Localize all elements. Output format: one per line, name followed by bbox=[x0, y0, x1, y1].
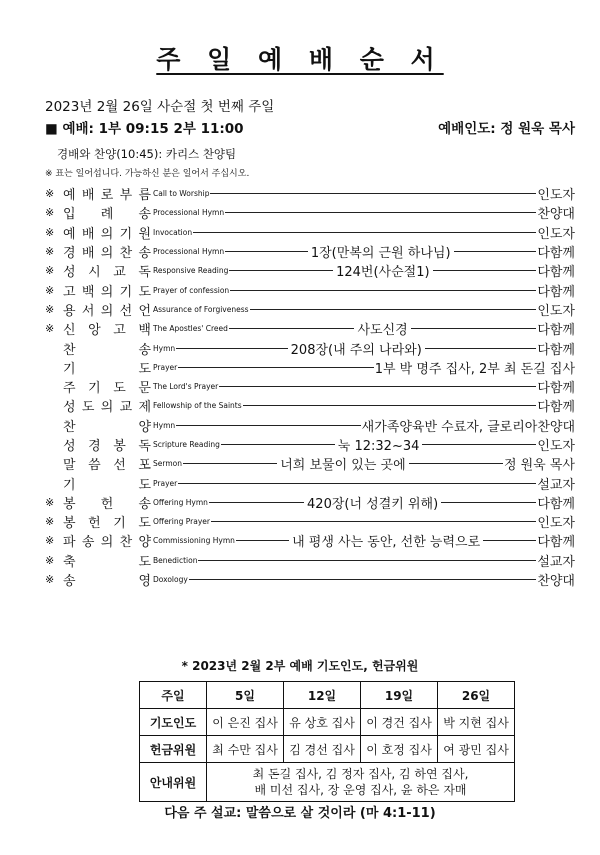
title-char: 도 bbox=[81, 400, 95, 416]
title-char: 의 bbox=[100, 400, 114, 416]
duty-header: 5일 bbox=[207, 682, 284, 709]
worship-item bbox=[45, 319, 575, 338]
item-responsible: 찬양대 bbox=[537, 574, 575, 590]
duty-row-label: 기도인도 bbox=[140, 709, 207, 736]
item-korean-title bbox=[63, 281, 151, 300]
page-title: 주 일 예 배 순 서 bbox=[156, 45, 444, 74]
title-char: 의 bbox=[100, 284, 114, 300]
item-responsible: 다함께 bbox=[537, 381, 575, 397]
duty-row-label: 헌금위원 bbox=[140, 736, 207, 763]
worship-item bbox=[45, 338, 575, 357]
item-english-title: Processional Hymn bbox=[153, 208, 225, 218]
leader-line bbox=[425, 348, 537, 349]
title-char: 송 bbox=[81, 535, 95, 551]
worship-leader: 예배인도: 정 원욱 목사 bbox=[438, 121, 575, 137]
usher-line: 배 미선 집사, 장 운영 집사, 윤 하은 자매 bbox=[254, 783, 467, 797]
title-char: 시 bbox=[88, 265, 101, 281]
item-responsible: 인도자 bbox=[537, 226, 575, 242]
title-char: 교 bbox=[119, 400, 133, 416]
title-char: 찬 bbox=[119, 535, 133, 551]
item-responsible: 다함께 bbox=[537, 265, 575, 281]
title-char: 양 bbox=[138, 419, 151, 435]
title-char: 신 bbox=[63, 323, 76, 339]
worship-item bbox=[45, 551, 575, 570]
item-korean-title bbox=[63, 184, 151, 203]
item-english-title: Sermon bbox=[153, 459, 182, 469]
title-char: 기 bbox=[63, 361, 76, 377]
leader-line bbox=[189, 579, 537, 580]
title-char: 도 bbox=[138, 554, 151, 570]
item-english-title: Scripture Reading bbox=[153, 440, 220, 449]
leader-line bbox=[211, 521, 536, 522]
title-char: 의 bbox=[100, 535, 114, 551]
title-char: 헌 bbox=[88, 516, 101, 532]
item-responsible: 다함께 bbox=[537, 284, 575, 300]
item-korean-title bbox=[63, 358, 151, 377]
item-english-title: Hymn bbox=[153, 343, 176, 353]
item-responsible: 설교자 bbox=[537, 554, 575, 570]
item-responsible: 다함께 bbox=[537, 535, 576, 551]
title-char: 앙 bbox=[88, 323, 101, 339]
title-char: 찬 bbox=[119, 246, 133, 262]
item-responsible: 찬양대 bbox=[537, 207, 575, 223]
item-korean-title bbox=[63, 242, 151, 261]
standing-mark: ※ bbox=[45, 302, 55, 316]
title-char: 의 bbox=[100, 303, 114, 319]
leader-line bbox=[176, 425, 361, 426]
title-char: 고 bbox=[113, 323, 126, 339]
title-char: 부 bbox=[119, 188, 133, 204]
title-char: 선 bbox=[113, 458, 126, 474]
item-english-title: Offering Prayer bbox=[153, 517, 210, 527]
item-responsible: 1부 박 명주 집사, 2부 최 돈길 집사 bbox=[374, 361, 575, 377]
leader-line bbox=[441, 502, 536, 503]
item-korean-title bbox=[63, 261, 151, 280]
duty-header-row bbox=[140, 682, 515, 709]
title-char: 송 bbox=[138, 496, 151, 512]
item-korean-title bbox=[63, 416, 151, 435]
title-char: 씀 bbox=[88, 458, 101, 474]
duty-cell: 최 수만 집사 bbox=[207, 736, 284, 763]
item-detail: 208장(내 주의 나라와) bbox=[290, 342, 422, 358]
title-char: 파 bbox=[63, 535, 76, 551]
title-char: 도 bbox=[138, 284, 151, 300]
item-korean-title bbox=[63, 339, 151, 358]
title-char: 성 bbox=[63, 439, 76, 454]
item-english-title: Benediction bbox=[153, 555, 198, 565]
item-korean-title bbox=[63, 531, 151, 550]
item-responsible: 새가족양육반 수료자, 글로리아찬양대 bbox=[361, 419, 575, 435]
item-english-title: Assurance of Forgiveness bbox=[153, 304, 249, 314]
standing-mark: ※ bbox=[45, 225, 55, 239]
title-char: 예 bbox=[63, 188, 76, 204]
title-char: 기 bbox=[88, 381, 101, 397]
item-detail: 너희 보물이 있는 곳에 bbox=[280, 458, 406, 474]
order-of-worship bbox=[45, 184, 575, 589]
worship-item bbox=[45, 493, 575, 512]
duty-cell: 유 상호 집사 bbox=[284, 709, 361, 736]
leader-line bbox=[243, 405, 537, 406]
title-char: 원 bbox=[138, 226, 151, 242]
leader-line bbox=[178, 483, 536, 484]
item-korean-title bbox=[63, 300, 151, 319]
leader-line bbox=[230, 290, 536, 291]
item-responsible: 인도자 bbox=[537, 439, 575, 454]
standing-mark: ※ bbox=[45, 206, 55, 220]
title-char: 기 bbox=[63, 477, 76, 493]
standing-mark: ※ bbox=[45, 264, 55, 278]
title-char: 봉 bbox=[63, 496, 76, 512]
item-detail: 눅 12:32~34 bbox=[337, 439, 420, 454]
duty-header: 주일 bbox=[140, 682, 207, 709]
leader-line bbox=[225, 251, 308, 252]
standing-mark: ※ bbox=[45, 322, 55, 336]
item-responsible: 인도자 bbox=[537, 516, 575, 532]
item-english-title: Invocation bbox=[153, 227, 193, 237]
title-char: 말 bbox=[63, 458, 76, 474]
title-char: 봉 bbox=[113, 439, 126, 454]
title-char: 찬 bbox=[63, 342, 76, 358]
item-detail: 내 평생 사는 동안, 선한 능력으로 bbox=[292, 535, 481, 551]
item-korean-title bbox=[63, 551, 151, 570]
leader-line bbox=[433, 270, 537, 271]
duty-cell: 이 호정 집사 bbox=[361, 736, 438, 763]
worship-item bbox=[45, 416, 575, 435]
item-korean-title bbox=[63, 435, 151, 454]
leader-line bbox=[178, 367, 373, 368]
title-char: 성 bbox=[63, 265, 76, 281]
standing-mark: ※ bbox=[45, 515, 55, 529]
leader-line bbox=[250, 309, 537, 310]
duty-cell: 여 광민 집사 bbox=[438, 736, 515, 763]
title-char: 송 bbox=[63, 574, 76, 590]
leader-line bbox=[229, 328, 355, 329]
title-char: 례 bbox=[100, 207, 114, 223]
item-korean-title bbox=[63, 512, 151, 531]
leader-line bbox=[411, 328, 537, 329]
item-korean-title bbox=[63, 474, 151, 493]
leader-line bbox=[409, 463, 503, 464]
item-english-title: Offering Hymn bbox=[153, 497, 208, 507]
title-char: 도 bbox=[138, 361, 151, 377]
standing-mark: ※ bbox=[45, 283, 55, 297]
item-responsible: 인도자 bbox=[537, 303, 575, 319]
duty-title: * 2023년 2월 2부 예배 기도인도, 헌금위원 bbox=[181, 659, 419, 673]
leader-line bbox=[422, 444, 536, 445]
title-char: 문 bbox=[138, 381, 151, 397]
item-english-title: The Apostles' Creed bbox=[153, 324, 228, 334]
item-english-title: The Lord's Prayer bbox=[153, 382, 219, 392]
title-char: 기 bbox=[113, 516, 126, 532]
title-char: 포 bbox=[138, 458, 151, 474]
title-char: 성 bbox=[63, 400, 76, 416]
item-detail: 124번(사순절1) bbox=[336, 265, 430, 281]
title-char: 로 bbox=[100, 188, 114, 204]
title-char: 송 bbox=[138, 246, 151, 262]
title-char: 언 bbox=[138, 303, 151, 319]
leader-line bbox=[198, 560, 536, 561]
worship-item bbox=[45, 300, 575, 319]
leader-line bbox=[483, 540, 536, 541]
title-char: 선 bbox=[119, 303, 133, 319]
title-char: 입 bbox=[63, 207, 76, 223]
item-responsible: 다함께 bbox=[537, 400, 575, 416]
title-char: 배 bbox=[81, 246, 95, 262]
leader-line bbox=[193, 232, 536, 233]
item-english-title: Prayer bbox=[153, 478, 178, 488]
title-char: 용 bbox=[63, 303, 76, 319]
item-english-title: Doxology bbox=[153, 575, 188, 585]
worship-item bbox=[45, 473, 575, 492]
item-responsible: 다함께 bbox=[537, 496, 575, 512]
title-char: 제 bbox=[138, 400, 151, 416]
standing-note: ※ 표는 일어섭니다. 가능하신 분은 일어서 주십시오. bbox=[45, 169, 250, 179]
leader-line bbox=[229, 270, 333, 271]
item-korean-title bbox=[63, 223, 151, 242]
item-english-title: Prayer bbox=[153, 362, 178, 372]
leader-line bbox=[225, 212, 536, 213]
item-english-title: Responsive Reading bbox=[153, 266, 229, 276]
worship-item bbox=[45, 435, 575, 454]
title-char: 송 bbox=[138, 207, 151, 223]
leader-line bbox=[210, 193, 536, 194]
duty-header: 26일 bbox=[438, 682, 515, 709]
standing-mark: ※ bbox=[45, 187, 55, 201]
worship-item bbox=[45, 512, 575, 531]
leader-line bbox=[176, 348, 288, 349]
worship-item bbox=[45, 454, 575, 473]
item-korean-title bbox=[63, 377, 151, 396]
title-char: 경 bbox=[63, 246, 76, 262]
title-char: 교 bbox=[113, 265, 126, 281]
title-char: 백 bbox=[81, 284, 95, 300]
title-char: 축 bbox=[63, 554, 76, 570]
title-char: 름 bbox=[138, 188, 151, 204]
item-detail: 1장(만복의 근원 하나님) bbox=[310, 246, 451, 262]
duty-header: 19일 bbox=[361, 682, 438, 709]
item-responsible: 다함께 bbox=[537, 323, 575, 339]
item-korean-title bbox=[63, 454, 151, 473]
standing-mark: ※ bbox=[45, 245, 55, 259]
item-english-title: Prayer of confession bbox=[153, 285, 230, 295]
item-responsible: 다함께 bbox=[537, 246, 575, 262]
duty-row bbox=[140, 709, 515, 736]
item-detail: 420장(너 성결키 위해) bbox=[307, 496, 439, 512]
item-responsible: 인도자 bbox=[537, 188, 575, 204]
standing-mark: ※ bbox=[45, 534, 55, 548]
title-char: 백 bbox=[138, 323, 151, 339]
worship-item bbox=[45, 184, 575, 203]
item-korean-title bbox=[63, 570, 151, 589]
item-english-title: Fellowship of the Saints bbox=[153, 401, 242, 411]
title-char: 배 bbox=[81, 226, 95, 242]
leader-line bbox=[219, 386, 536, 387]
item-english-title: Processional Hymn bbox=[153, 247, 225, 257]
title-char: 배 bbox=[81, 188, 95, 204]
duty-cell: 이 은진 집사 bbox=[207, 709, 284, 736]
worship-item bbox=[45, 223, 575, 242]
usher-line: 최 돈길 집사, 김 정자 집사, 김 하연 집사, bbox=[252, 767, 469, 781]
item-english-title: Call to Worship bbox=[153, 189, 210, 199]
worship-item bbox=[45, 280, 575, 299]
standing-mark: ※ bbox=[45, 573, 55, 587]
worship-item bbox=[45, 261, 575, 280]
title-char: 기 bbox=[119, 284, 133, 300]
item-english-title: Commissioning Hymn bbox=[153, 536, 235, 546]
title-char: 기 bbox=[119, 226, 133, 242]
date-line: 2023년 2월 26일 사순절 첫 번째 주일 bbox=[45, 99, 275, 115]
title-char: 도 bbox=[138, 477, 151, 493]
next-sermon: 다음 주 설교: 말씀으로 살 것이라 (마 4:1-11) bbox=[164, 806, 436, 821]
worship-item bbox=[45, 570, 575, 589]
leader-line bbox=[183, 463, 277, 464]
title-char: 서 bbox=[81, 303, 95, 319]
standing-mark: ※ bbox=[45, 553, 55, 567]
duty-cell: 박 지현 집사 bbox=[438, 709, 515, 736]
title-char: 독 bbox=[138, 439, 151, 454]
duty-cell: 김 경선 집사 bbox=[284, 736, 361, 763]
title-char: 봉 bbox=[63, 516, 76, 532]
title-char: 고 bbox=[63, 284, 76, 300]
leader-line bbox=[209, 502, 304, 503]
title-char: 주 bbox=[63, 381, 76, 397]
item-detail: 사도신경 bbox=[357, 323, 408, 339]
title-char: 경 bbox=[88, 439, 101, 454]
leader-line bbox=[221, 444, 335, 445]
title-char: 도 bbox=[138, 516, 151, 532]
worship-item bbox=[45, 242, 575, 261]
item-korean-title bbox=[63, 493, 151, 512]
service-times bbox=[45, 117, 575, 137]
worship-item bbox=[45, 396, 575, 415]
usher-names bbox=[207, 763, 515, 802]
title-char: 도 bbox=[113, 381, 126, 397]
duty-row bbox=[140, 736, 515, 763]
item-responsible: 다함께 bbox=[537, 342, 575, 358]
leader-line bbox=[236, 540, 289, 541]
title-char: 헌 bbox=[100, 496, 114, 512]
leader-line bbox=[454, 251, 537, 252]
title-char: 독 bbox=[138, 265, 151, 281]
duty-table bbox=[139, 681, 515, 802]
title-char: 양 bbox=[138, 535, 151, 551]
title-char: 찬 bbox=[63, 419, 76, 435]
item-korean-title bbox=[63, 319, 151, 338]
title-char: 의 bbox=[100, 246, 114, 262]
title-char: 송 bbox=[138, 342, 151, 358]
item-korean-title bbox=[63, 203, 151, 222]
title-char: 예 bbox=[63, 226, 76, 242]
item-korean-title bbox=[63, 396, 151, 415]
worship-item bbox=[45, 358, 575, 377]
item-responsible: 정 원욱 목사 bbox=[503, 458, 575, 474]
usher-row bbox=[140, 763, 515, 802]
worship-item bbox=[45, 377, 575, 396]
service-schedule: ■ 예배: 1부 09:15 2부 11:00 bbox=[45, 121, 244, 137]
worship-item bbox=[45, 531, 575, 550]
title-char: 영 bbox=[138, 574, 151, 590]
title-char: 의 bbox=[100, 226, 114, 242]
item-responsible: 설교자 bbox=[537, 477, 575, 493]
duty-cell: 이 경건 집사 bbox=[361, 709, 438, 736]
worship-item bbox=[45, 203, 575, 222]
praise-line: 경배와 찬양(10:45): 카리스 찬양팀 bbox=[57, 147, 237, 161]
standing-mark: ※ bbox=[45, 495, 55, 509]
usher-label: 안내위원 bbox=[140, 763, 207, 802]
item-english-title: Hymn bbox=[153, 420, 176, 430]
duty-header: 12일 bbox=[284, 682, 361, 709]
